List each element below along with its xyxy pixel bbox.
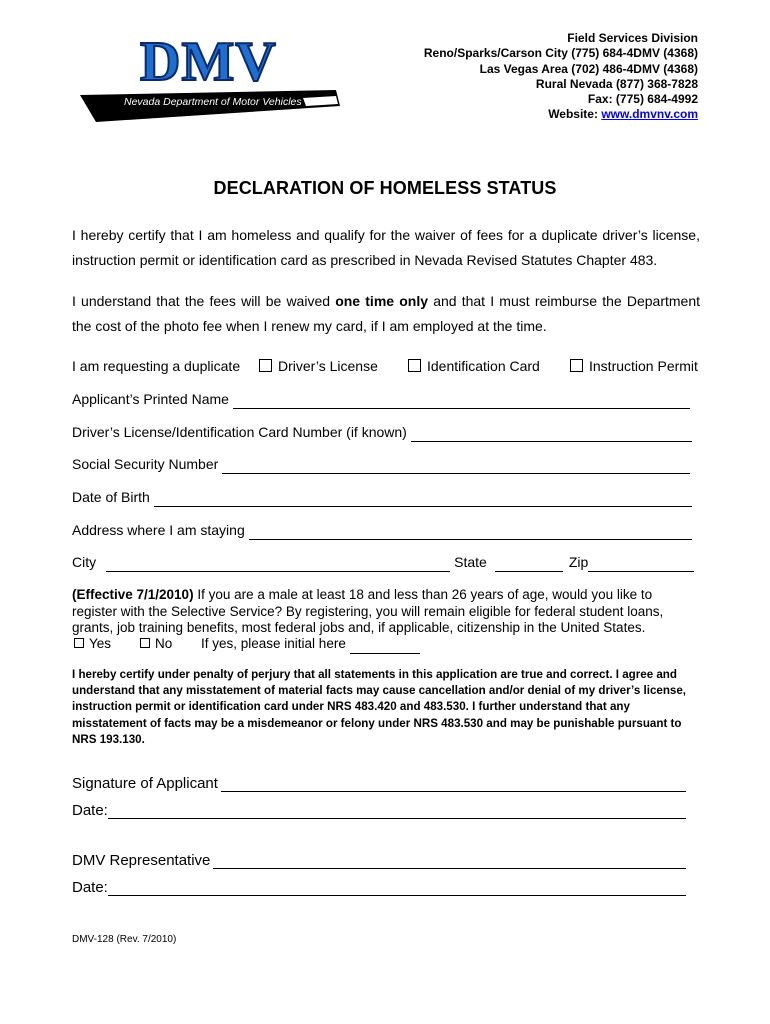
- representative-signature-field[interactable]: [213, 854, 686, 869]
- ssn-field[interactable]: [222, 459, 690, 474]
- fee-waiver-paragraph: I understand that the fees will be waived one time only and that I must reimburse the Department the cost of the photo fee when I renew my card, if I am employed at the time.: [72, 293, 701, 334]
- representative-signature-row: [72, 847, 686, 869]
- duplicate-request-row: [72, 356, 698, 376]
- option-yes[interactable]: Yes: [74, 634, 111, 654]
- page-title: DECLARATION OF HOMELESS STATUS: [213, 178, 557, 198]
- ssn-row: [72, 454, 690, 474]
- address-field[interactable]: [249, 525, 692, 540]
- address-row: [72, 520, 692, 540]
- effective-date: (Effective 7/1/2010): [72, 587, 194, 602]
- license-number-row: [72, 422, 692, 442]
- selective-service-paragraph: (Effective 7/1/2010) If you are a male at least 18 and less than 26 years of age, would you like to register with the Selective Service? By registering, you will remain eligible for federal student loans, grants, job training benefits, most federal jobs and, if applicable, citizenship in the United States.: [72, 587, 664, 635]
- logo-text: DMV: [140, 32, 277, 93]
- applicant-signature-label: Signature of Applicant: [72, 775, 218, 792]
- zip-field[interactable]: [588, 557, 694, 572]
- address-label: Address where I am staying: [72, 522, 245, 538]
- ssn-label: Social Security Number: [72, 456, 219, 472]
- initial-field[interactable]: [350, 640, 420, 654]
- initial-label: If yes, please initial here: [201, 636, 346, 651]
- website-link[interactable]: www.dmvnv.com: [601, 107, 698, 122]
- applicant-name-label: Applicant’s Printed Name: [72, 391, 229, 407]
- applicant-name-row: [72, 389, 690, 409]
- license-number-label: Driver’s License/Identification Card Number (if known): [72, 424, 407, 440]
- form-number: DMV-128 (Rev. 7/2010): [72, 934, 177, 945]
- contact-line: Field Services Division: [567, 31, 698, 45]
- selective-service-options: [72, 634, 572, 654]
- applicant-date-row: [72, 797, 686, 819]
- contact-line: Fax: (775) 684-4992: [587, 92, 698, 107]
- no-checkbox[interactable]: [140, 638, 150, 648]
- applicant-signature-row: [72, 770, 686, 792]
- applicant-name-field[interactable]: [233, 394, 690, 409]
- dob-label: Date of Birth: [72, 489, 150, 505]
- perjury-certification: I hereby certify under penalty of perjury that all statements in this application are true and correct. I agree and understand that any misstatement of material facts may cause cancellation and/or denial of my driver’s license, instruction permit or identification card under NRS 483.420 and 483.530. I further understand that any misstatement of facts may be a misdemeanor or felony under NRS 483.530 and may be punishable pursuant to NRS 193.130.: [72, 668, 687, 746]
- license-number-field[interactable]: [411, 427, 692, 442]
- option-instruction-permit[interactable]: Instruction Permit: [570, 356, 698, 376]
- contact-line: Las Vegas Area (702) 486-4DMV (4368): [479, 61, 698, 76]
- representative-date-field[interactable]: [108, 881, 686, 896]
- instruction-permit-checkbox[interactable]: [570, 359, 583, 372]
- request-label: I am requesting a duplicate: [72, 358, 241, 374]
- representative-date-label: Date:: [72, 879, 108, 896]
- identification-card-checkbox[interactable]: [408, 359, 421, 372]
- dmv-logo: [78, 32, 343, 124]
- applicant-signature-field[interactable]: [221, 777, 686, 792]
- website-line: Website: www.dmvnv.com: [548, 107, 698, 122]
- drivers-license-checkbox[interactable]: [259, 359, 272, 372]
- dob-row: [72, 487, 692, 507]
- city-label: City: [72, 554, 97, 570]
- city-field[interactable]: [106, 557, 450, 572]
- emphasis-one-time: one time only: [335, 293, 429, 309]
- applicant-date-label: Date:: [72, 802, 108, 819]
- state-label: State: [454, 554, 487, 570]
- contact-line: Reno/Sparks/Carson City (775) 684-4DMV (4368): [423, 46, 698, 61]
- logo-subtext: Nevada Department of Motor Vehicles: [124, 96, 302, 108]
- contact-line: Rural Nevada (877) 368-7828: [535, 76, 698, 91]
- state-field[interactable]: [495, 557, 563, 572]
- yes-checkbox[interactable]: [74, 638, 84, 648]
- dob-field[interactable]: [154, 492, 692, 507]
- contact-block: [424, 31, 698, 123]
- certify-paragraph: I hereby certify that I am homeless and qualify for the waiver of fees for a duplicate driver’s license, instruction permit or identification card as prescribed in Nevada Revised Statutes Chapter 483.: [72, 227, 700, 268]
- option-drivers-license[interactable]: Driver’s License: [259, 356, 378, 376]
- representative-label: DMV Representative: [72, 852, 211, 869]
- option-no[interactable]: No: [140, 634, 172, 654]
- representative-date-row: [72, 874, 686, 896]
- option-identification-card[interactable]: Identification Card: [408, 356, 540, 376]
- initial-row: [201, 634, 491, 654]
- city-state-zip-row: [72, 552, 694, 572]
- zip-label: Zip: [568, 554, 589, 570]
- applicant-date-field[interactable]: [108, 804, 686, 819]
